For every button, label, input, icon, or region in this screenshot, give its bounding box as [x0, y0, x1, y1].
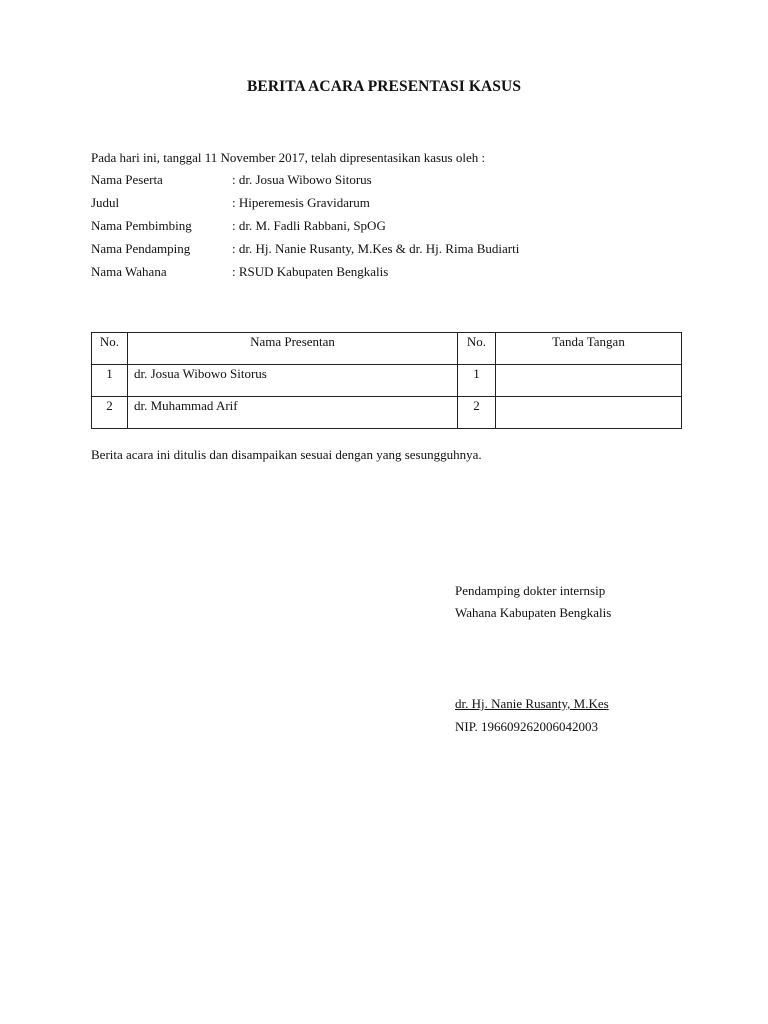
info-label: Nama Pendamping [91, 241, 191, 256]
table-row [92, 397, 682, 429]
signature-number: 2 [458, 397, 496, 429]
closing-statement: Berita acara ini ditulis dan disampaikan sesuai dengan yang sesungguhnya. [91, 447, 482, 462]
column-header-tanda-tangan: Tanda Tangan [496, 333, 682, 365]
row-number: 2 [92, 397, 128, 429]
info-label: Nama Pembimbing [91, 218, 192, 233]
signature-number: 1 [458, 365, 496, 397]
signature-role-line1: Pendamping dokter internsip [455, 583, 606, 598]
intro-text: Pada hari ini, tanggal 11 November 2017, telah dipresentasikan kasus oleh : [91, 150, 486, 165]
table-header-row [92, 333, 682, 365]
info-label: Judul [91, 195, 120, 210]
table-row [92, 365, 682, 397]
signatory-name: dr. Hj. Nanie Rusanty, M.Kes [455, 696, 609, 711]
info-value: : RSUD Kabupaten Bengkalis [232, 264, 389, 279]
info-value: : dr. M. Fadli Rabbani, SpOG [232, 218, 386, 233]
presenter-name: dr. Muhammad Arif [128, 397, 458, 429]
info-value: : dr. Josua Wibowo Sitorus [232, 172, 372, 187]
presenter-name: dr. Josua Wibowo Sitorus [128, 365, 458, 397]
document-title: BERITA ACARA PRESENTASI KASUS [246, 78, 522, 95]
info-label: Nama Wahana [91, 264, 167, 279]
info-value: : dr. Hj. Nanie Rusanty, M.Kes & dr. Hj. Rima Budiarti [232, 241, 520, 256]
info-label: Nama Peserta [91, 172, 163, 187]
column-header-no: No. [92, 333, 128, 365]
info-value: : Hiperemesis Gravidarum [232, 195, 370, 210]
presenter-table [91, 332, 682, 429]
signature-role-line2: Wahana Kabupaten Bengkalis [455, 605, 612, 620]
column-header-no-2: No. [458, 333, 496, 365]
row-number: 1 [92, 365, 128, 397]
column-header-nama-presentan: Nama Presentan [128, 333, 458, 365]
signature-cell [496, 397, 682, 429]
signatory-nip: NIP. 196609262006042003 [455, 719, 599, 734]
presenter-table-container [91, 332, 681, 429]
signature-cell [496, 365, 682, 397]
